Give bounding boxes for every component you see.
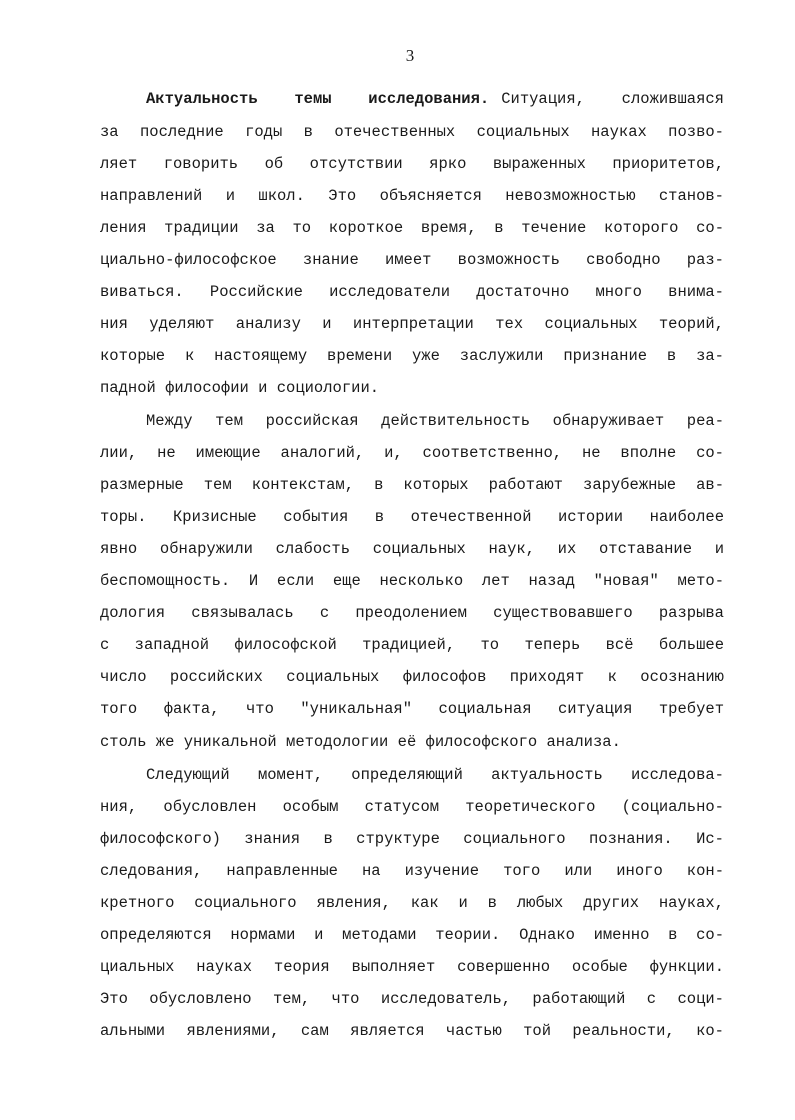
text-line: торы. Кризисные события в отечественной истории наиболее bbox=[100, 508, 724, 526]
text-line: виваться. Российские исследователи достаточно много внима- bbox=[100, 283, 724, 301]
text-line: явно обнаружили слабость социальных наук, их отставание и bbox=[100, 540, 724, 558]
text-line: дология связывалась с преодолением существовавшего разрыва bbox=[100, 604, 724, 622]
text-line: Это обусловлено тем, что исследователь, работающий с соци- bbox=[100, 990, 724, 1008]
text-line: ления традиции за то короткое время, в течение которого со- bbox=[100, 219, 724, 237]
text-line: размерные тем контекстам, в которых работают зарубежные ав- bbox=[100, 476, 724, 494]
page-number: 3 bbox=[405, 46, 415, 65]
text-line: падной философии и социологии. bbox=[100, 379, 380, 397]
text-line: философского) знания в структуре социального познания. Ис- bbox=[100, 830, 724, 848]
text-line: число российских социальных философов приходят к осознанию bbox=[100, 668, 724, 686]
text-line: которые к настоящему времени уже заслужили признание в за- bbox=[100, 347, 724, 365]
text-span: Ситуация, сложившаяся bbox=[501, 90, 724, 108]
text-line: за последние годы в отечественных социальных науках позво- bbox=[100, 123, 724, 141]
text-line: ляет говорить об отсутствии ярко выраженных приоритетов, bbox=[100, 155, 724, 173]
text-line: определяются нормами и методами теории. Однако именно в со- bbox=[100, 926, 724, 944]
text-line: следования, направленные на изучение того или иного кон- bbox=[100, 862, 724, 880]
text-line: альными явлениями, сам является частью той реальности, ко- bbox=[100, 1022, 724, 1040]
section-heading: Актуальность темы исследования. bbox=[146, 90, 490, 108]
text-line: ния, обусловлен особым статусом теоретического (социально- bbox=[100, 798, 724, 816]
text-line: ния уделяют анализу и интерпретации тех социальных теорий, bbox=[100, 315, 724, 333]
text-line: циальных науках теория выполняет совершенно особые функции. bbox=[100, 958, 724, 976]
text-line: столь же уникальной методологии её философского анализа. bbox=[100, 733, 621, 751]
text-line: направлений и школ. Это объясняется невозможностью станов- bbox=[100, 187, 724, 205]
text-line: Между тем российская действительность обнаруживает реа- bbox=[146, 412, 724, 430]
text-line: лии, не имеющие аналогий, и, соответственно, не вполне со- bbox=[100, 444, 724, 462]
text-line: с западной философской традицией, то теперь всё большее bbox=[100, 636, 724, 654]
text-line bbox=[146, 88, 724, 110]
text-line: Следующий момент, определяющий актуальность исследова- bbox=[146, 766, 724, 784]
text-line: циально-философское знание имеет возможность свободно раз- bbox=[100, 251, 724, 269]
text-line: того факта, что "уникальная" социальная ситуация требует bbox=[100, 700, 724, 718]
text-line: кретного социального явления, как и в любых других науках, bbox=[100, 894, 724, 912]
text-line: беспомощность. И если еще несколько лет назад "новая" мето- bbox=[100, 572, 724, 590]
